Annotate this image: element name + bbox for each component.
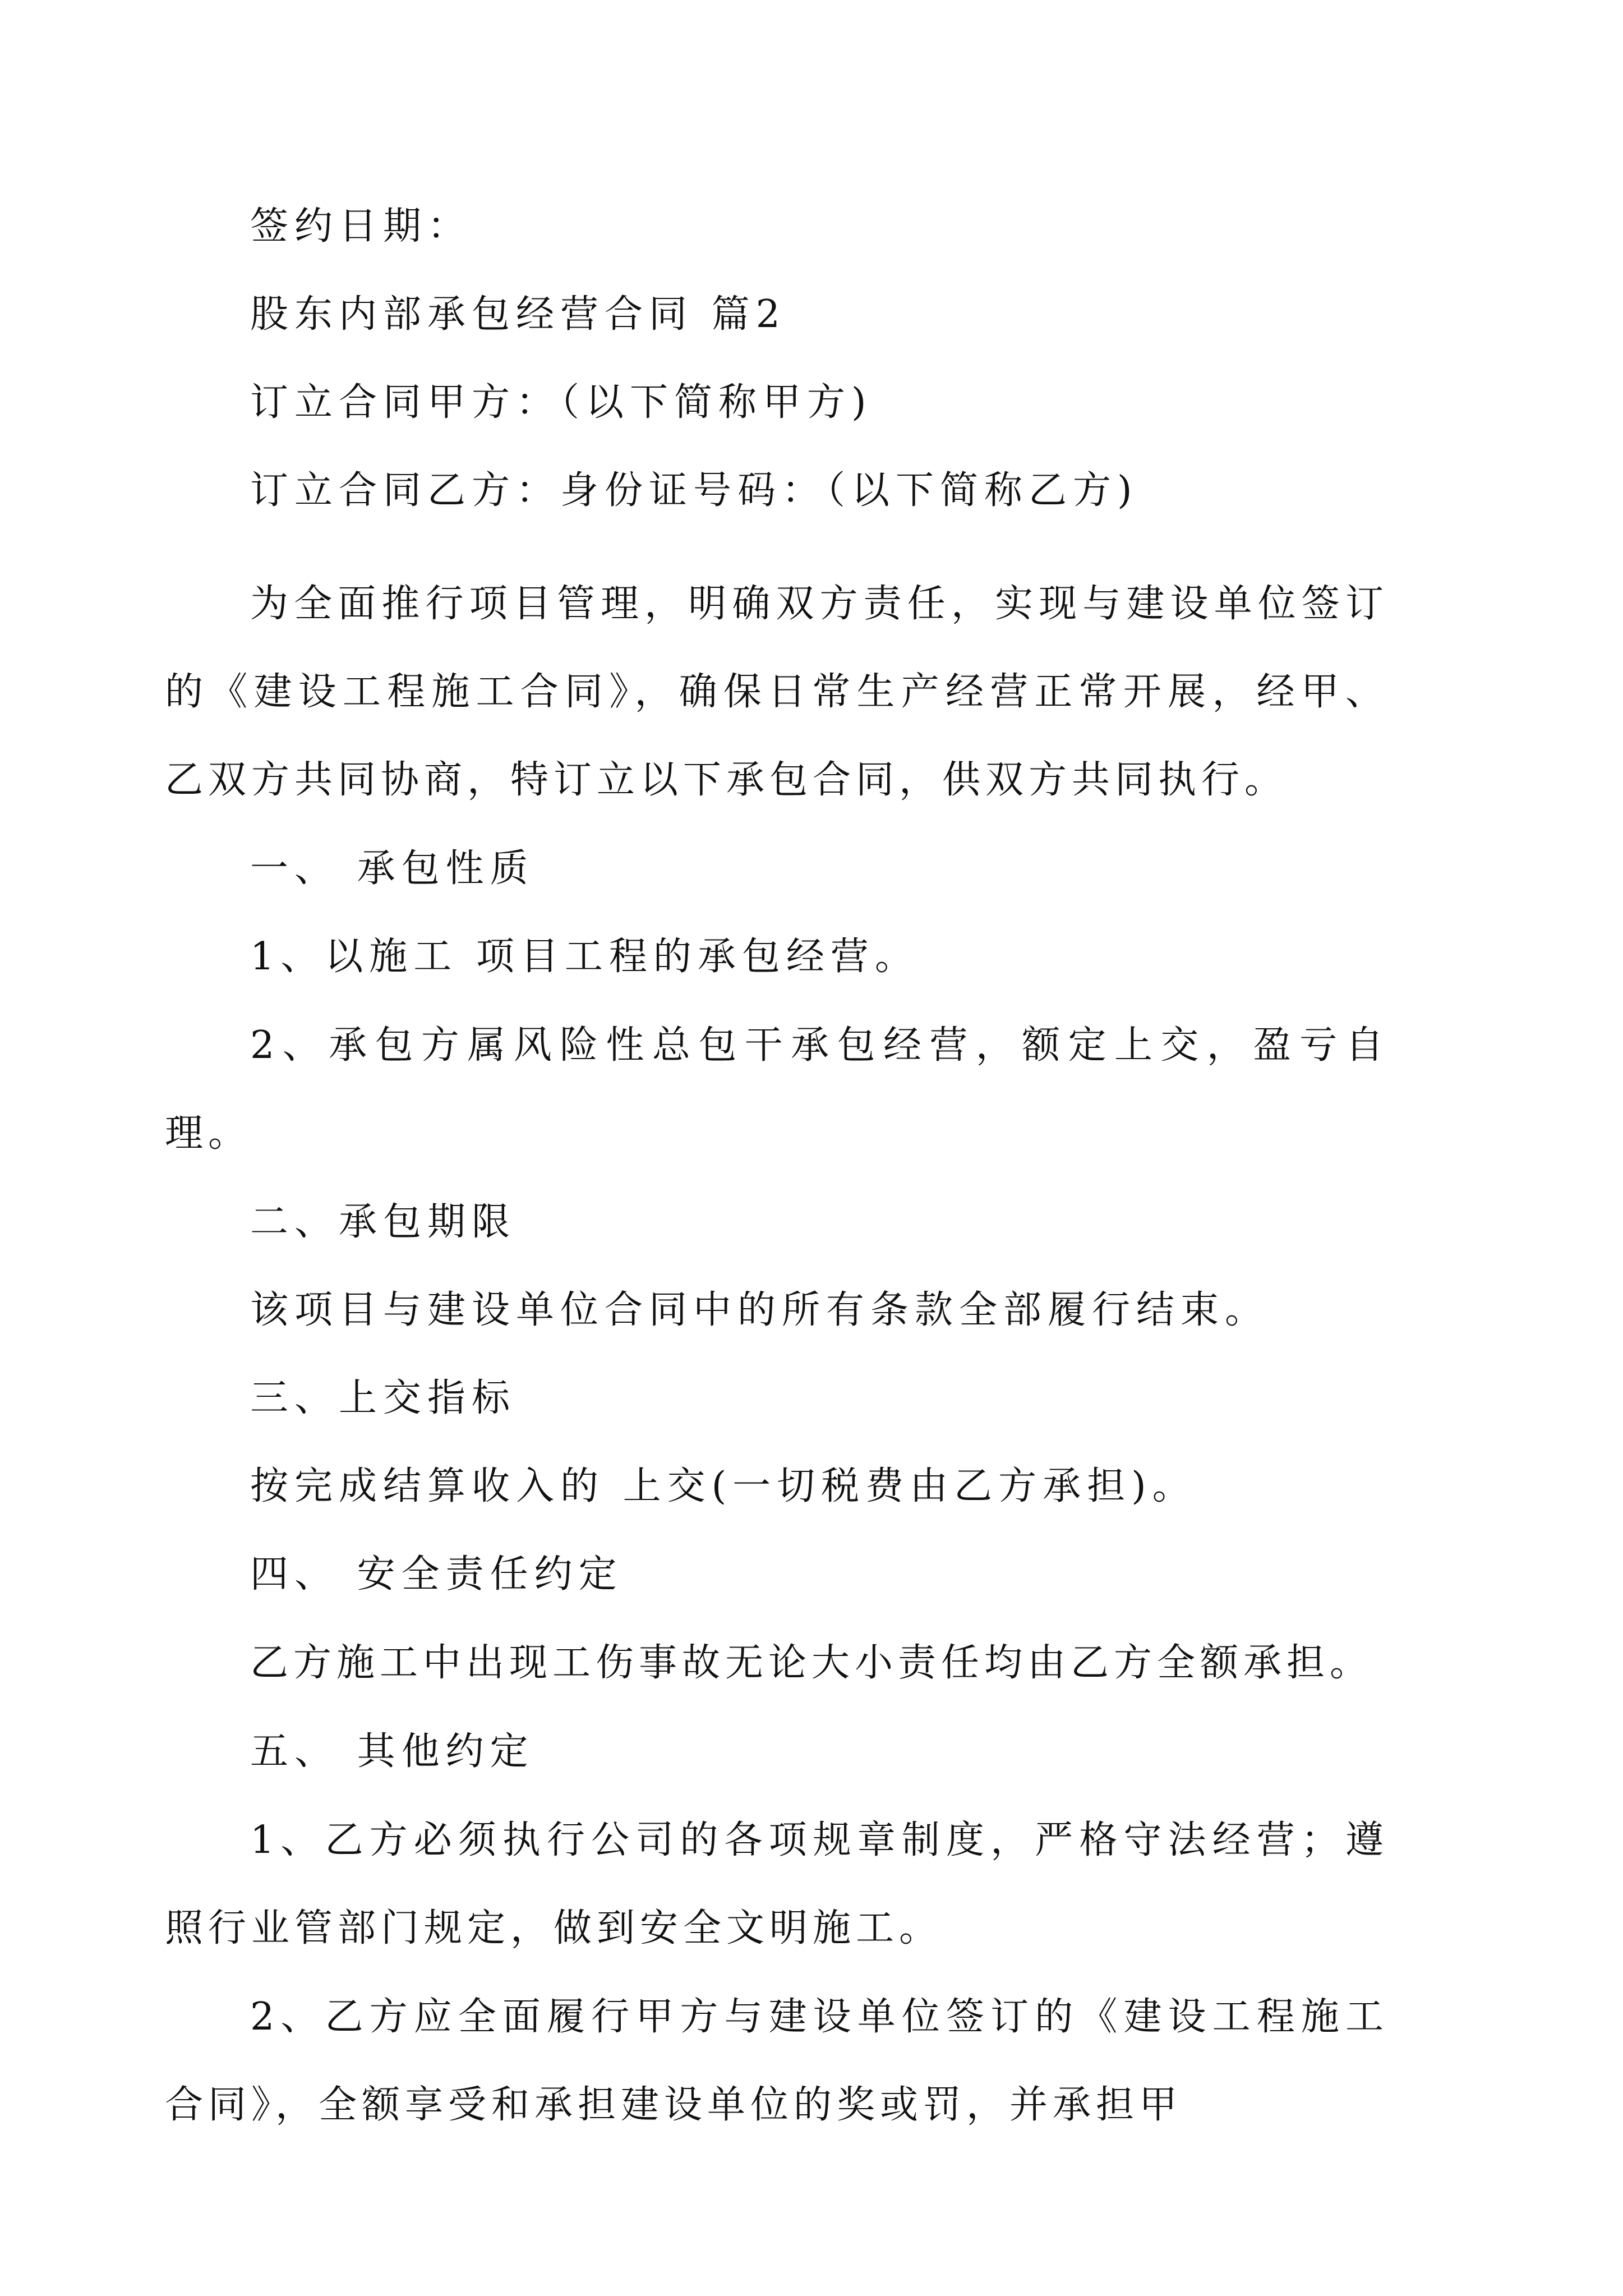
section5-item1: 1、乙方必须执行公司的各项规章制度，严格守法经营；遵照行业管部门规定，做到安全文明施工。	[165, 1818, 1389, 1950]
section2-body: 该项目与建设单位合同中的所有条款全部履行结束。	[250, 1288, 1270, 1332]
section5-item2: 2、乙方应全面履行甲方与建设单位签订的《建设工程施工合同》，全额享受和承担建设单位的奖或罚，并承担甲	[165, 1995, 1389, 2127]
party-a-line: 订立合同甲方：（以下简称甲方)	[250, 380, 873, 425]
section1-item2: 2、承包方属风险性总包干承包经营，额定上交，盈亏自理。	[165, 1023, 1389, 1156]
section5-heading: 五、 其他约定	[250, 1729, 534, 1774]
intro-paragraph: 为全面推行项目管理，明确双方责任，实现与建设单位签订的《建设工程施工合同》，确保日常生产经营正常开展，经甲、乙双方共同协商，特订立以下承包合同，供双方共同执行。	[165, 582, 1389, 802]
sign-date-line: 签约日期：	[250, 204, 472, 249]
section4-heading: 四、 安全责任约定	[250, 1552, 623, 1596]
section4-body: 乙方施工中出现工伤事故无论大小责任均由乙方全额承担。	[250, 1641, 1373, 1685]
section1-item1: 1、以施工 项目工程的承包经营。	[250, 935, 919, 979]
party-b-line: 订立合同乙方：身份证号码：（以下简称乙方)	[250, 468, 1138, 513]
section1-heading: 一、 承包性质	[250, 846, 534, 891]
document-title: 股东内部承包经营合同 篇2	[250, 292, 786, 337]
document-body	[165, 204, 1389, 2174]
section3-heading: 三、上交指标	[250, 1376, 517, 1420]
section2-heading: 二、承包期限	[250, 1200, 517, 1244]
section3-body: 按完成结算收入的 上交(一切税费由乙方承担)。	[250, 1464, 1197, 1508]
